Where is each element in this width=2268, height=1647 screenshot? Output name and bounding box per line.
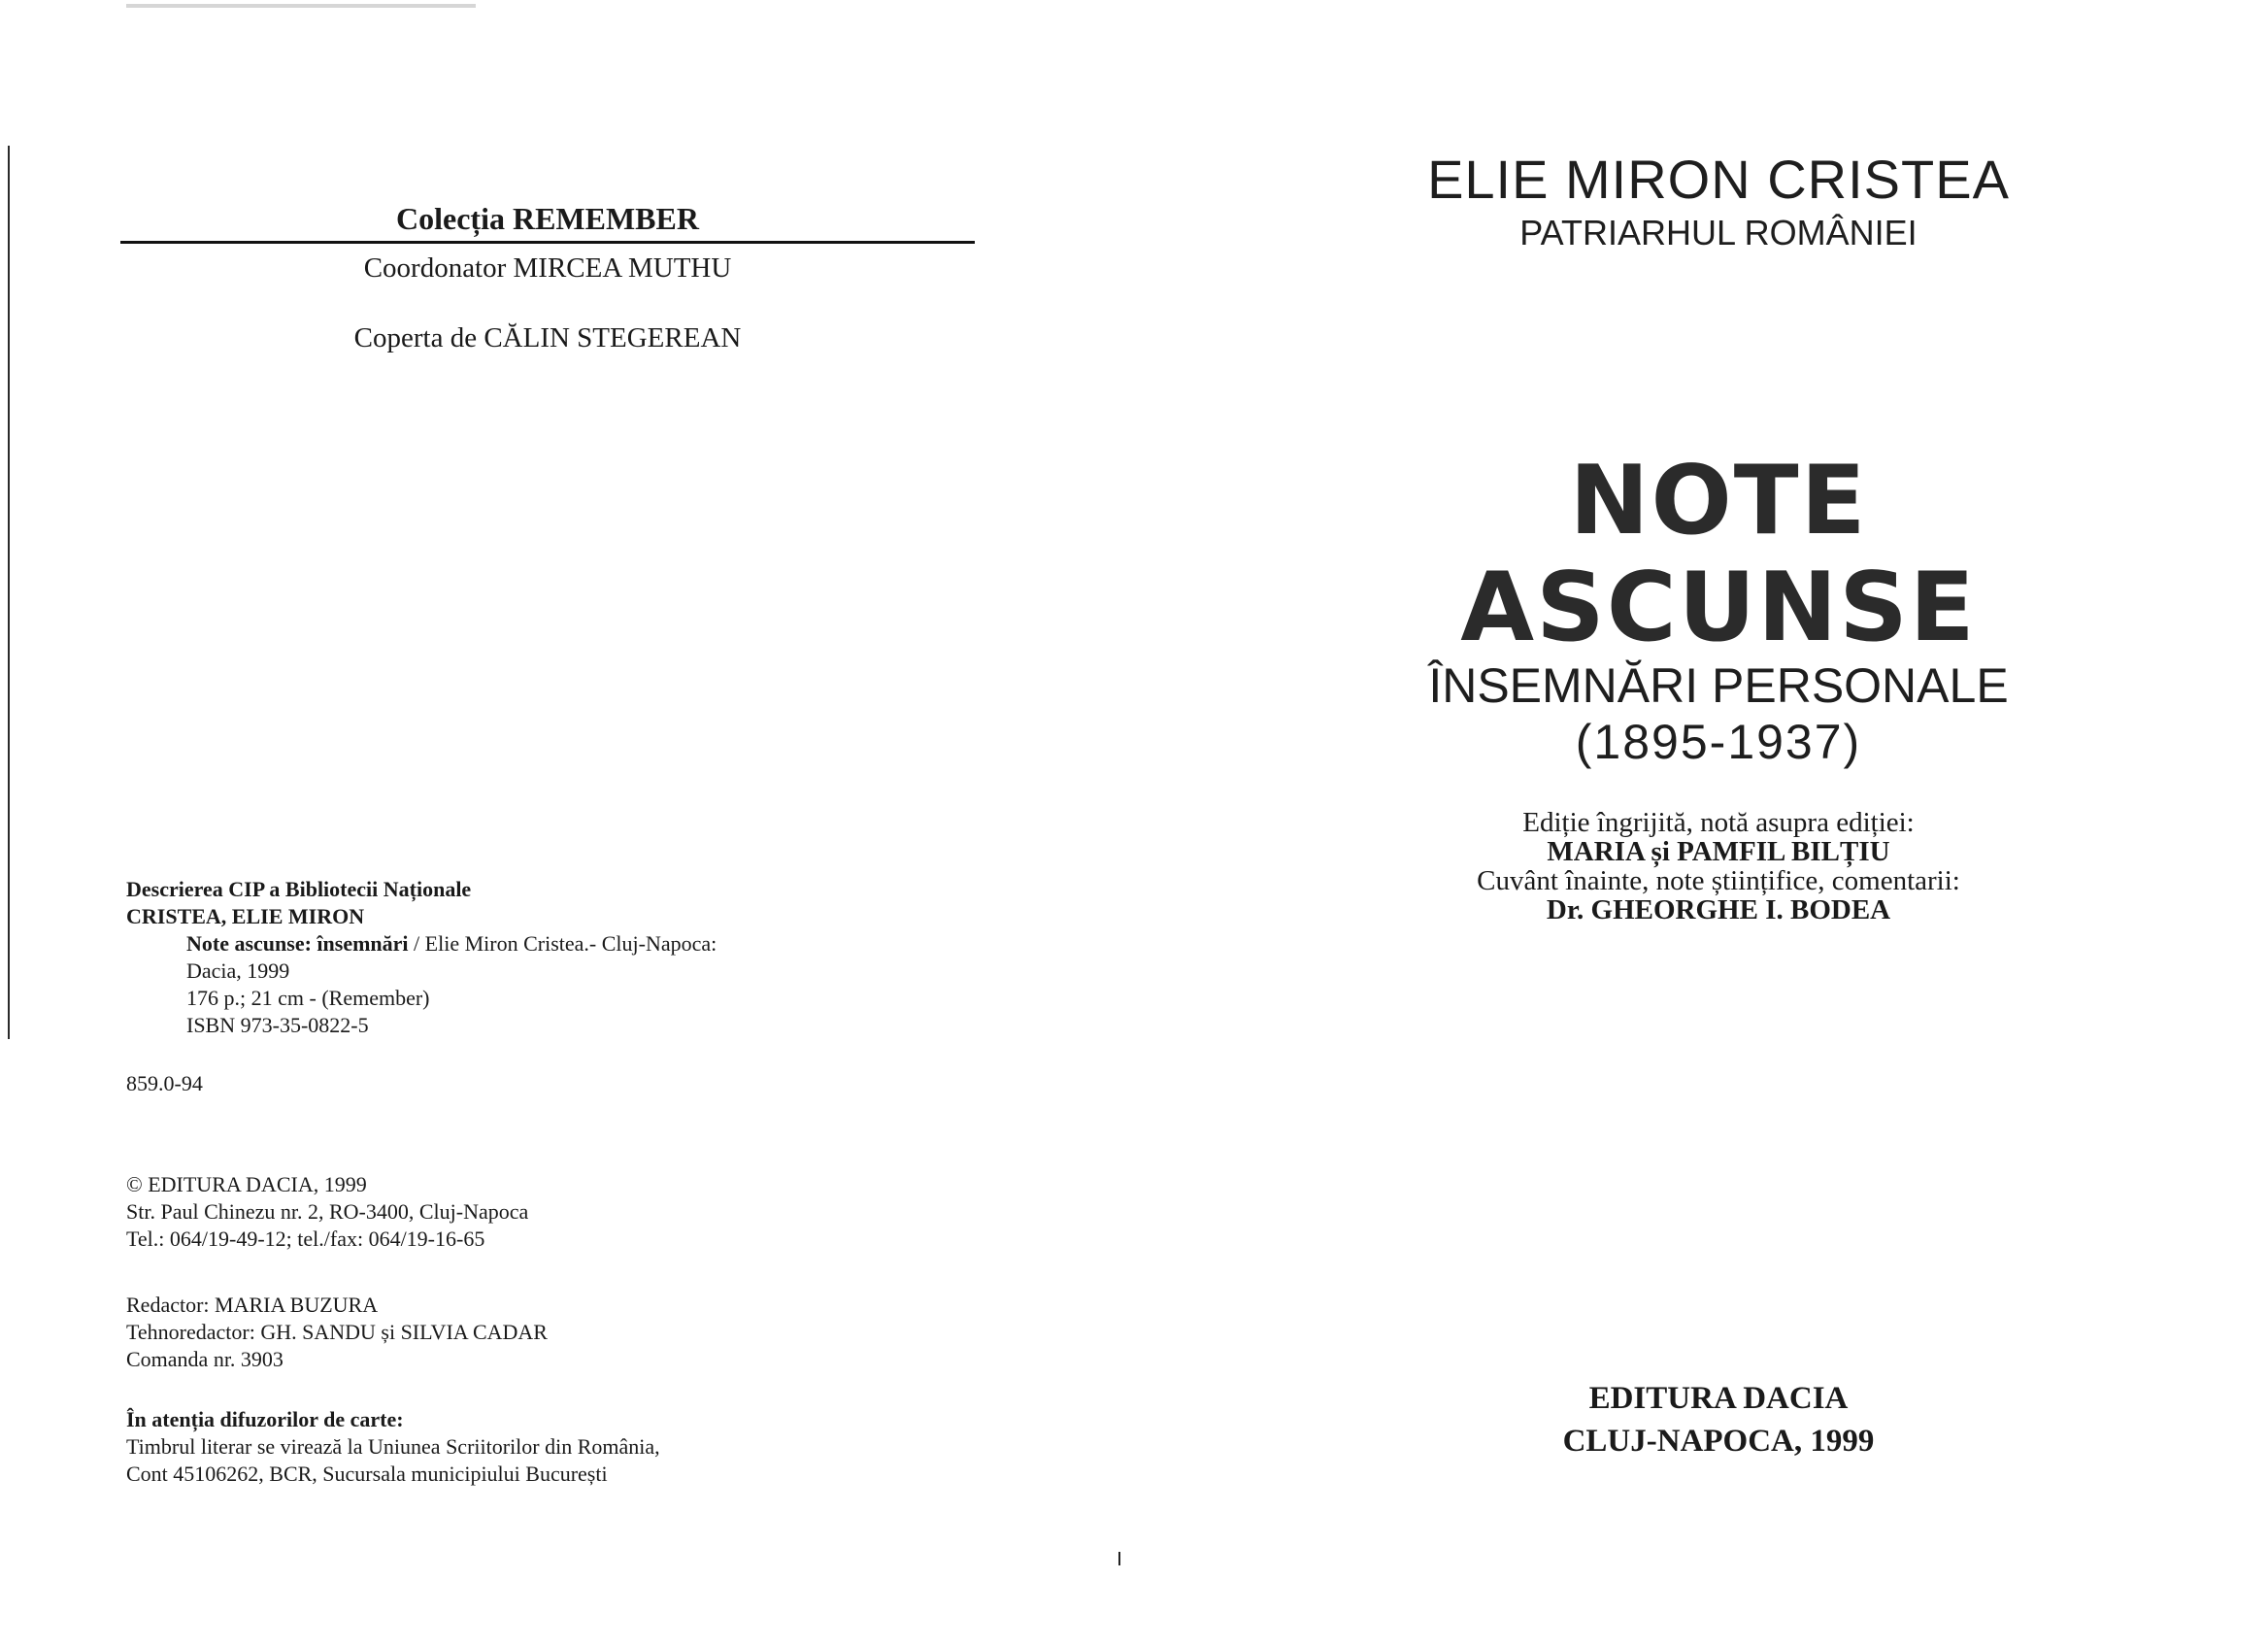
cip-heading: Descrierea CIP a Bibliotecii Naționale: [126, 877, 472, 901]
address-line: Str. Paul Chinezu nr. 2, RO-3400, Cluj-Napoca: [126, 1199, 529, 1224]
publisher-place-year: CLUJ-NAPOCA, 1999: [1562, 1424, 1875, 1459]
distributor-notice: [126, 1406, 660, 1488]
tech-editor-line: Tehnoredactor: GH. SANDU și SILVIA CADAR: [126, 1320, 548, 1344]
cover-credit: Coperta de CĂLIN STEGEREAN: [353, 322, 742, 353]
coordinator-line: Coordonator MIRCEA MUTHU: [363, 252, 732, 284]
editor-line: Redactor: MARIA BUZURA: [126, 1293, 379, 1317]
notice-line-1: Timbrul literar se virează la Uniunea Scriitorilor din România,: [126, 1434, 660, 1459]
staff-info: [126, 1292, 548, 1373]
copyright-line: © EDITURA DACIA, 1999: [126, 1172, 367, 1196]
page-edge-line: [8, 146, 10, 1039]
credit-line-4: Dr. GHEORGHE I. BODEA: [1546, 894, 1891, 925]
phone-line: Tel.: 064/19-49-12; tel./fax: 064/19-16-65: [126, 1227, 485, 1251]
book-title-line-2: ASCUNSE: [1460, 553, 1977, 663]
publisher-name: EDITURA DACIA: [1588, 1381, 1849, 1416]
cip-title: [126, 930, 717, 958]
cip-title-bold: Note ascunse: însemnări: [186, 931, 409, 956]
author-title: PATRIARHUL ROMÂNIEI: [1519, 213, 1918, 252]
cip-author: CRISTEA, ELIE MIRON: [126, 904, 365, 928]
gutter-mark: [1118, 1552, 1120, 1565]
series-title: Colecția REMEMBER: [396, 201, 699, 236]
book-title-line-1: NOTE: [1569, 446, 1868, 556]
cip-description: [126, 876, 717, 1039]
divider: [120, 241, 975, 244]
notice-line-2: Cont 45106262, BCR, Sucursala municipiului București: [126, 1462, 608, 1486]
order-line: Comanda nr. 3903: [126, 1347, 284, 1371]
cip-title-rest: / Elie Miron Cristea.- Cluj-Napoca:: [408, 931, 717, 956]
edition-credits: [1369, 808, 2068, 924]
book-years: (1895-1937): [1575, 715, 1862, 769]
classification-number: 859.0-94: [126, 1071, 203, 1095]
cip-publisher-year: Dacia, 1999: [186, 958, 290, 983]
book-subtitle: ÎNSEMNĂRI PERSONALE: [1428, 658, 2009, 713]
notice-heading: În atenția difuzorilor de carte:: [126, 1407, 404, 1431]
publisher-info: [126, 1171, 528, 1253]
credit-line-3: Cuvânt înainte, note științifice, comentarii:: [1477, 865, 1960, 896]
scan-edge-mark: [126, 4, 476, 8]
author-name: ELIE MIRON CRISTEA: [1427, 149, 2010, 210]
credit-line-1: Ediție îngrijită, notă asupra ediției:: [1522, 807, 1915, 838]
cip-isbn: ISBN 973-35-0822-5: [186, 1013, 369, 1037]
cip-pages: 176 p.; 21 cm - (Remember): [186, 986, 430, 1010]
publisher-imprint: [1369, 1377, 2068, 1462]
credit-line-2: MARIA și PAMFIL BILȚIU: [1547, 836, 1890, 867]
